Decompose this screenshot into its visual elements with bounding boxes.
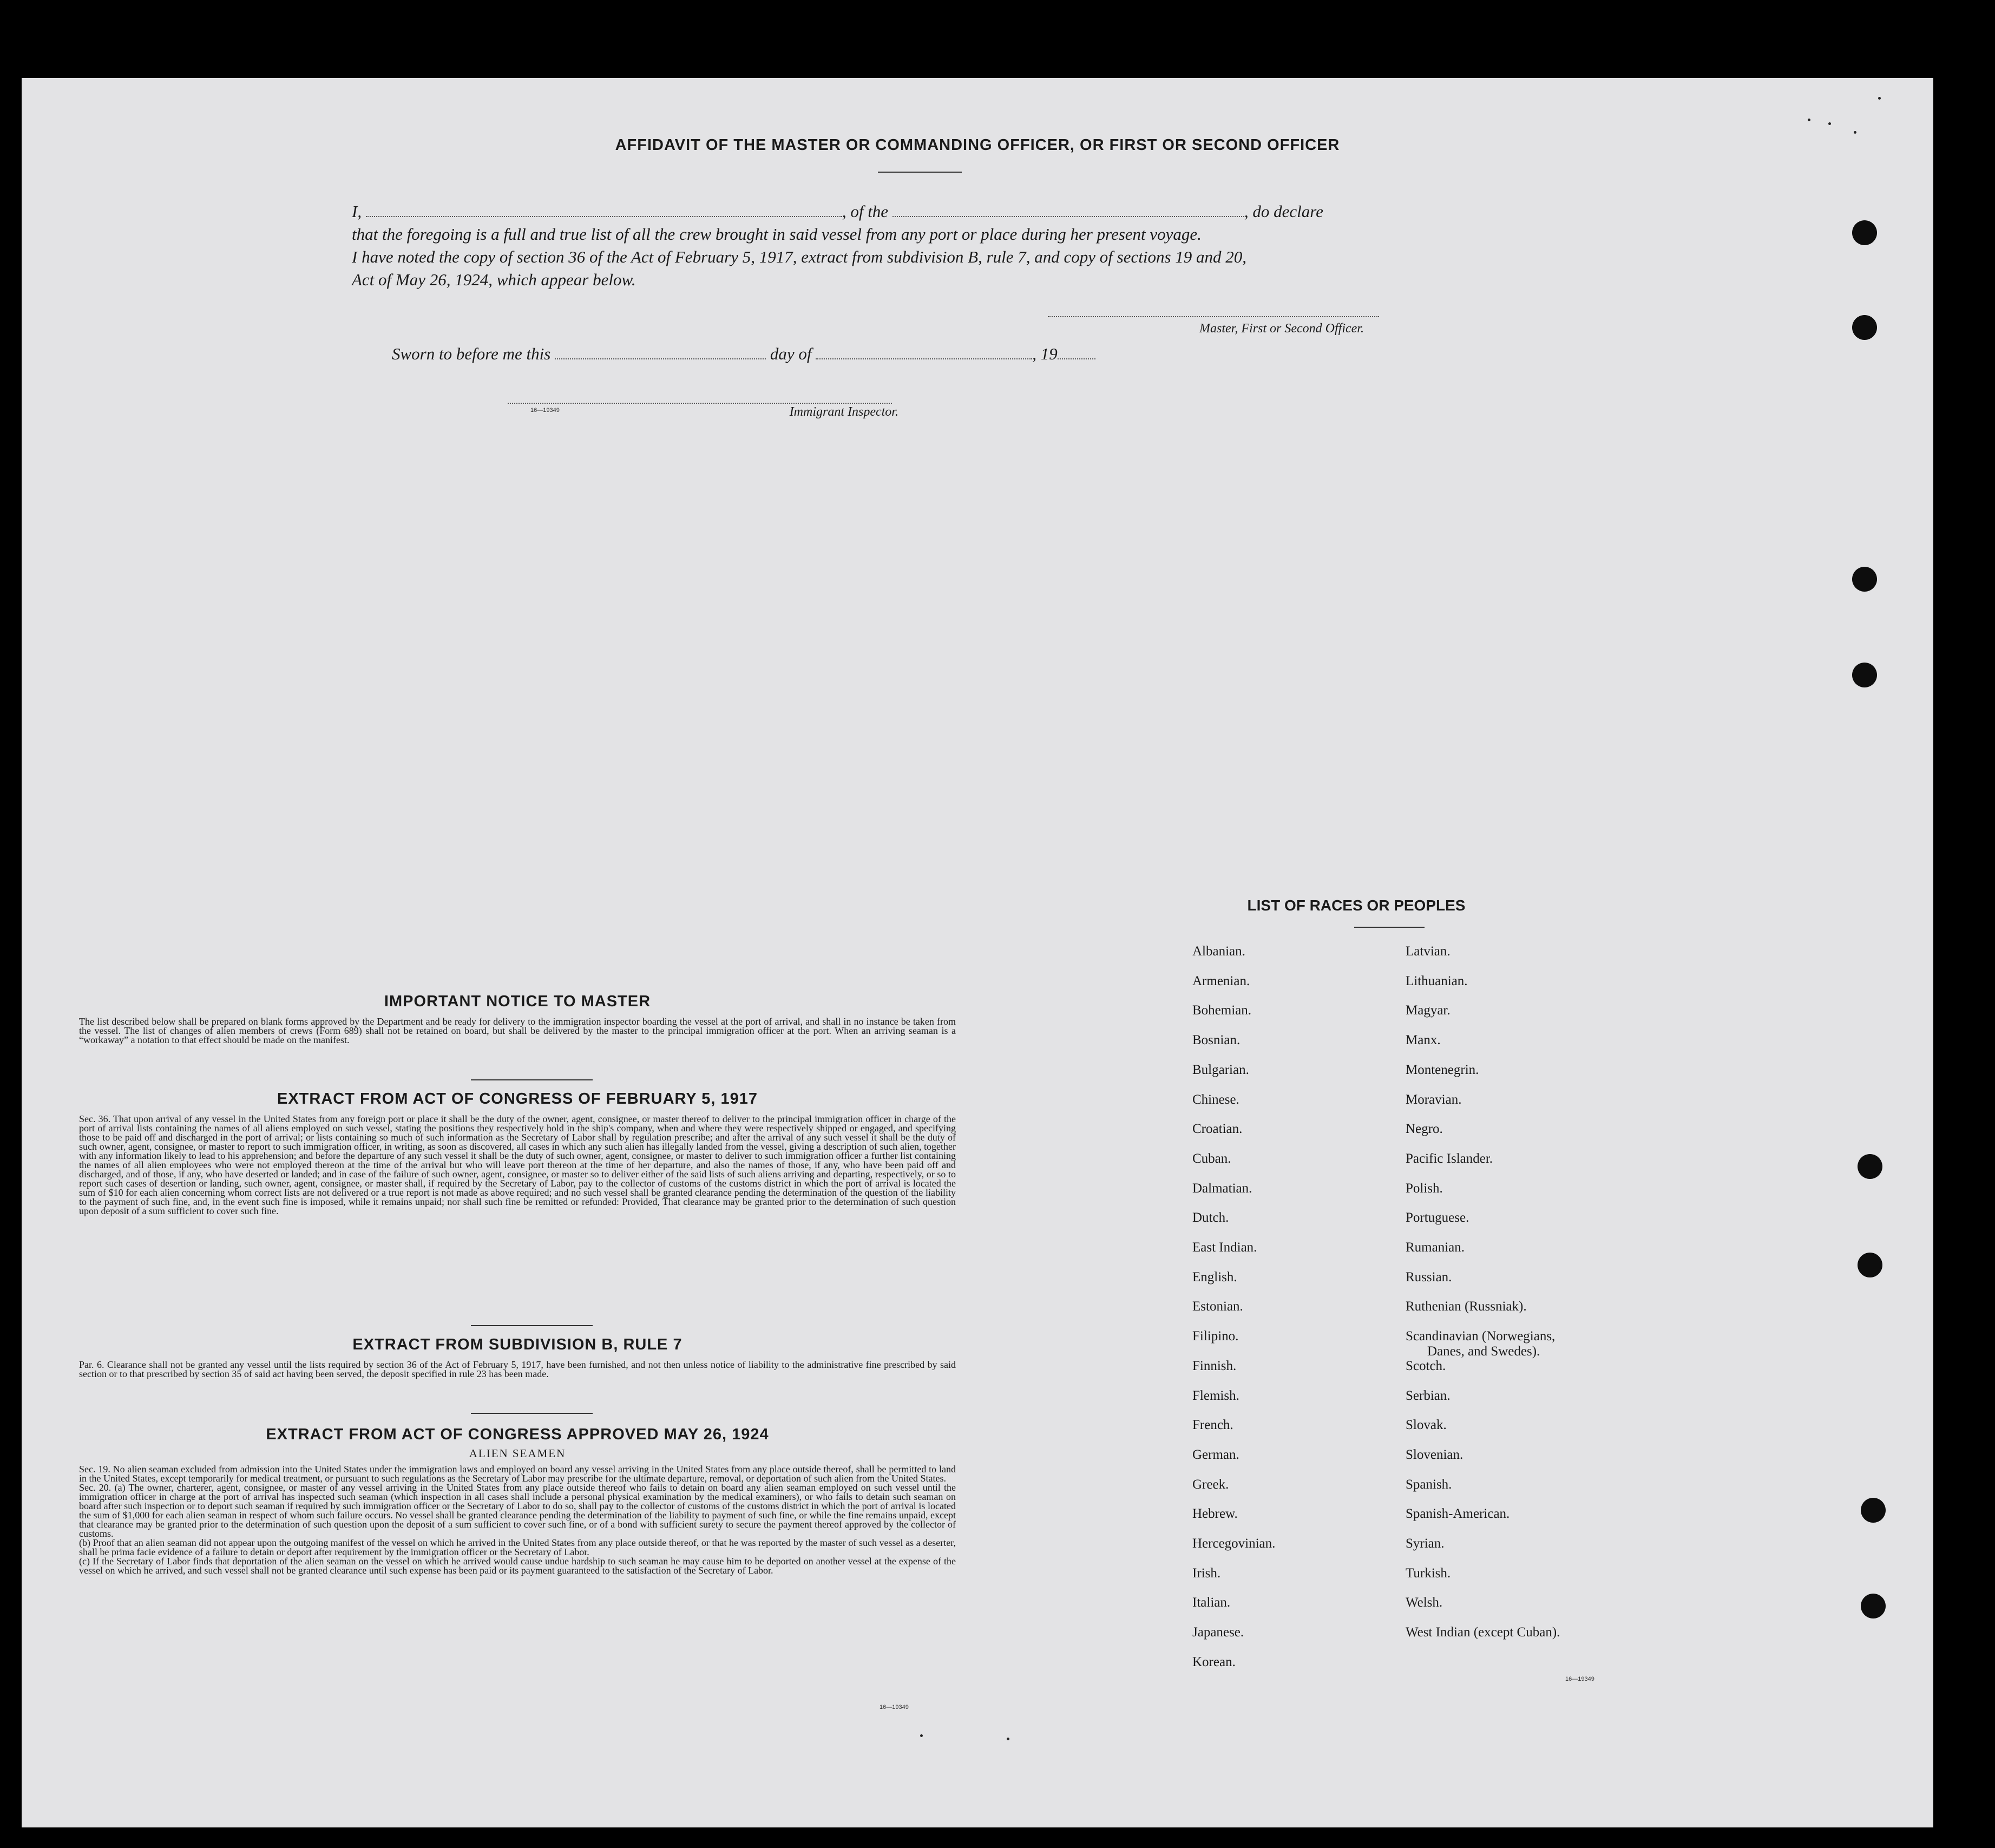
inspector-label: Immigrant Inspector. xyxy=(789,405,898,419)
race-item: Slovak. xyxy=(1406,1418,1447,1432)
dust-speck xyxy=(1007,1738,1009,1740)
extract-rule7-title: EXTRACT FROM SUBDIVISION B, RULE 7 xyxy=(352,1336,682,1353)
affidavit-title: AFFIDAVIT OF THE MASTER OR COMMANDING OFFICER, OR FIRST OR SECOND OFFICER xyxy=(615,136,1340,154)
race-item: Latvian. xyxy=(1406,944,1451,959)
punch-hole xyxy=(1858,1154,1882,1179)
extract-rule7-section xyxy=(79,1336,956,1379)
punch-hole xyxy=(1852,567,1877,592)
punch-hole xyxy=(1852,220,1877,245)
race-item: Estonian. xyxy=(1192,1299,1243,1314)
divider xyxy=(471,1325,593,1326)
extract-rule7-text: Par. 6. Clearance shall not be granted any vessel until the lists required by section 36 of the Act of February 5, 1917, have been furnished, and not then unless notice of liability to the administrative fine prescribed by said section or to that prescribed by section 35 of said act having been served, the deposit specified in rule 23 has been made. xyxy=(79,1359,956,1379)
divider xyxy=(471,1413,593,1414)
affidavit-text-line: Act of May 26, 1924, which appear below. xyxy=(352,270,636,289)
form-number: 16—19349 xyxy=(530,407,560,414)
race-item: Italian. xyxy=(1192,1595,1231,1610)
race-item: Albanian. xyxy=(1192,944,1245,959)
master-signature-label: Master, First or Second Officer. xyxy=(1199,322,1364,336)
race-item: Bohemian. xyxy=(1192,1003,1252,1018)
race-item: French. xyxy=(1192,1418,1233,1432)
notice-title: IMPORTANT NOTICE TO MASTER xyxy=(384,993,651,1010)
extract-1917-section xyxy=(79,1090,956,1216)
race-item: Japanese. xyxy=(1192,1625,1244,1640)
race-item: Hebrew. xyxy=(1192,1506,1238,1521)
punch-hole xyxy=(1852,315,1877,340)
notice-section xyxy=(79,993,956,1045)
inspector-signature-line[interactable] xyxy=(508,403,892,404)
extract-1924-section xyxy=(79,1426,956,1575)
race-item: Rumanian. xyxy=(1406,1240,1465,1255)
race-item: Greek. xyxy=(1192,1477,1229,1492)
race-item: Dutch. xyxy=(1192,1210,1229,1225)
affidavit-declaration-line xyxy=(352,200,1434,223)
race-item: Pacific Islander. xyxy=(1406,1151,1493,1166)
race-item: English. xyxy=(1192,1270,1237,1285)
extract-1924-paragraph: Sec. 20. (a) The owner, charterer, agent, consignee, or master of any vessel arriving in the United States from any place outside thereof who fails to detain on board any alien seaman employed on such vessel until the immigration officer in charge at the port of arrival has inspected such seaman (which inspection in all cases shall include a personal physical examination by the medical examiners), or who fails to detain such seaman on board after such inspection or to deport such seaman if required by such immigration officer or the Secretary of Labor to do so, shall pay to the collector of customs of the customs district in which the port of arrival is located the sum of $1,000 for each alien seaman in respect of whom such failure occurs. No vessel shall be granted clearance pending the determination of the liability to payment of such fine, or while the fine remains unpaid, except that clearance may be granted prior to the determination of such question upon the deposit of a sum sufficient to cover such fine, or of a bond with sufficient surety to secure the payment thereof approved by the collector of customs. xyxy=(79,1482,956,1539)
name-blank[interactable] xyxy=(366,203,842,217)
race-item: Lithuanian. xyxy=(1406,974,1468,988)
race-item: Finnish. xyxy=(1192,1359,1237,1373)
affidavit-body xyxy=(352,200,1434,291)
races-title-rule xyxy=(1354,927,1425,928)
form-number: 16—19349 xyxy=(880,1704,909,1711)
race-item: Welsh. xyxy=(1406,1595,1443,1610)
race-item: Filipino. xyxy=(1192,1329,1239,1344)
race-item: Negro. xyxy=(1406,1122,1443,1136)
sworn-year-blank[interactable] xyxy=(1058,345,1095,359)
race-item: Flemish. xyxy=(1192,1388,1239,1403)
extract-1917-text: Sec. 36. That upon arrival of any vessel in the United States from any foreign port or place it shall be the duty of the owner, agent, consignee, or master thereof to deliver to the principal immigration officer in charge of the port of arrival lists containing the names of all aliens employed on such vessel, stating the positions they respectively hold in the ship's company, when and where they were respectively shipped or engaged, and specifying those to be paid off and discharged in the port of arrival; or lists containing so much of such information as the Secretary of Labor shall by regulation prescribe; and after the arrival of any such vessel it shall be the duty of such owner, agent, consignee, or master to report to such immigration officer, in writing, as soon as discovered, all cases in which any such alien has illegally landed from the vessel, giving a description of such alien, together with any information likely to lead to his apprehension; and before the departure of any such vessel it shall be the duty of such owner, agent, consignee, or master to deliver to such immigration officer a further list containing the names of all alien employees who were not employed thereon at the time of the arrival but who will leave port thereon at the time of her departure, and also the names of those, if any, who have been paid off and discharged, and of those, if any, who have deserted or landed; and in case of the failure of such owner, agent, consignee, or master so to deliver either of the said lists of such aliens arriving and departing, respectively, or so to report such cases of desertion or landing, such owner, agent, consignee, or master shall, if required by the Secretary of Labor, pay to the collector of customs of the customs district in which the port of arrival is located the sum of $10 for each alien concerning whom correct lists are not delivered or a true report is not made as above required; and no such vessel shall be granted clearance pending the determination of the question of the liability to the payment of such fine, and, in the event such fine is imposed, while it remains unpaid; nor shall such fine be remitted or refunded: Provided, That clearance may be granted prior to the determination of such question upon deposit of a sum sufficient to cover such fine. xyxy=(79,1113,956,1216)
race-item: Danes, and Swedes). xyxy=(1427,1344,1540,1359)
race-item: Croatian. xyxy=(1192,1122,1243,1136)
affidavit-title-rule xyxy=(878,172,962,173)
sworn-line xyxy=(392,344,1095,364)
race-item: Chinese. xyxy=(1192,1092,1239,1107)
race-item: Armenian. xyxy=(1192,974,1250,988)
race-item: Russian. xyxy=(1406,1270,1452,1285)
race-item: Korean. xyxy=(1192,1655,1236,1669)
sworn-label: Sworn to before me this xyxy=(392,344,551,363)
affidavit-text-line: I have noted the copy of section 36 of the Act of February 5, 1917, extract from subdivision B, rule 7, and copy of sections 19 and 20, xyxy=(352,247,1247,266)
extract-1924-title: EXTRACT FROM ACT OF CONGRESS APPROVED MAY 26, 1924 xyxy=(266,1426,769,1443)
race-item: West Indian (except Cuban). xyxy=(1406,1625,1560,1640)
year-label: , 19 xyxy=(1032,344,1058,363)
dust-speck xyxy=(1808,119,1810,121)
race-item: Montenegrin. xyxy=(1406,1063,1479,1077)
alien-seamen-subtitle: ALIEN SEAMEN xyxy=(469,1447,566,1460)
race-item: Portuguese. xyxy=(1406,1210,1469,1225)
punch-hole xyxy=(1861,1498,1886,1523)
race-item: Spanish-American. xyxy=(1406,1506,1510,1521)
race-item: Irish. xyxy=(1192,1566,1221,1581)
extract-1924-paragraph: (b) Proof that an alien seaman did not appear upon the outgoing manifest of the vessel on which he arrived in the United States from any place outside thereof, or that he was reported by the master of such vessel as a deserter, shall be prima facie evidence of a failure to detain or deport after requirement by the immigration officer or the Secretary of Labor. xyxy=(79,1537,956,1557)
race-item: Serbian. xyxy=(1406,1388,1451,1403)
race-item: Scotch. xyxy=(1406,1359,1446,1373)
dust-speck xyxy=(920,1734,923,1737)
races-title: LIST OF RACES OR PEOPLES xyxy=(1247,897,1466,914)
punch-hole xyxy=(1858,1253,1882,1277)
race-item: Moravian. xyxy=(1406,1092,1462,1107)
extract-1924-paragraph: Sec. 19. No alien seaman excluded from admission into the United States under the immigration laws and employed on board any vessel arriving in the United States from any place outside thereof, shall be permitted to land in the United States, except temporarily for medical treatment, or pursuant to such regulations as the Secretary of Labor may prescribe for the ultimate departure, removal, or deportation of such alien from the United States. xyxy=(79,1464,956,1484)
divider xyxy=(471,1079,593,1080)
punch-hole xyxy=(1852,663,1877,687)
race-item: Scandinavian (Norwegians, xyxy=(1406,1329,1556,1344)
race-item: Cuban. xyxy=(1192,1151,1231,1166)
vessel-blank[interactable] xyxy=(892,203,1244,217)
i-label: I, xyxy=(352,202,362,221)
master-signature-line[interactable] xyxy=(1048,316,1379,317)
extract-1924-paragraph: (c) If the Secretary of Labor finds that deportation of the alien seaman on the vessel on which he arrived would cause undue hardship to such seaman he may cause him to be deported on another vessel at the expense of the vessel on which he arrived, and such vessel shall not be granted clearance until such expense has been paid or its payment guaranteed to the satisfaction of the Secretary of Labor. xyxy=(79,1556,956,1576)
race-item: Bosnian. xyxy=(1192,1033,1241,1047)
dust-speck xyxy=(1878,97,1881,100)
race-item: Hercegovinian. xyxy=(1192,1536,1276,1551)
race-item: Spanish. xyxy=(1406,1477,1452,1492)
notice-text: The list described below shall be prepared on blank forms approved by the Department and be ready for delivery to the immigration inspector boarding the vessel at the port of arrival, and shall in no instance be taken from the vessel. The list of changes of alien members of crews (Form 689) shall not be retained on board, but shall be delivered by the master to the principal immigration officer at the port. When an arriving seaman is a “workaway” a notation to that effect should be made on the manifest. xyxy=(79,1016,956,1045)
affidavit-text-line: that the foregoing is a full and true list of all the crew brought in said vessel from any port or place during her present voyage. xyxy=(352,225,1202,244)
dust-speck xyxy=(1854,131,1856,134)
do-declare-label: , do declare xyxy=(1244,202,1323,221)
form-number: 16—19349 xyxy=(1565,1676,1594,1682)
race-item: Bulgarian. xyxy=(1192,1063,1249,1077)
race-item: Magyar. xyxy=(1406,1003,1451,1018)
race-item: East Indian. xyxy=(1192,1240,1257,1255)
day-of-label: day of xyxy=(770,344,812,363)
race-item: German. xyxy=(1192,1447,1239,1462)
sworn-day-blank[interactable] xyxy=(555,345,766,359)
race-item: Manx. xyxy=(1406,1033,1441,1047)
race-item: Polish. xyxy=(1406,1181,1443,1196)
dust-speck xyxy=(1828,122,1831,125)
race-item: Syrian. xyxy=(1406,1536,1445,1551)
race-item: Ruthenian (Russniak). xyxy=(1406,1299,1527,1314)
race-item: Slovenian. xyxy=(1406,1447,1464,1462)
race-item: Dalmatian. xyxy=(1192,1181,1252,1196)
punch-hole xyxy=(1861,1594,1886,1618)
extract-1917-title: EXTRACT FROM ACT OF CONGRESS OF FEBRUARY 5, 1917 xyxy=(277,1090,758,1108)
document-page xyxy=(22,78,1933,1827)
of-the-label: , of the xyxy=(842,202,889,221)
race-item: Turkish. xyxy=(1406,1566,1451,1581)
sworn-month-blank[interactable] xyxy=(816,345,1032,359)
